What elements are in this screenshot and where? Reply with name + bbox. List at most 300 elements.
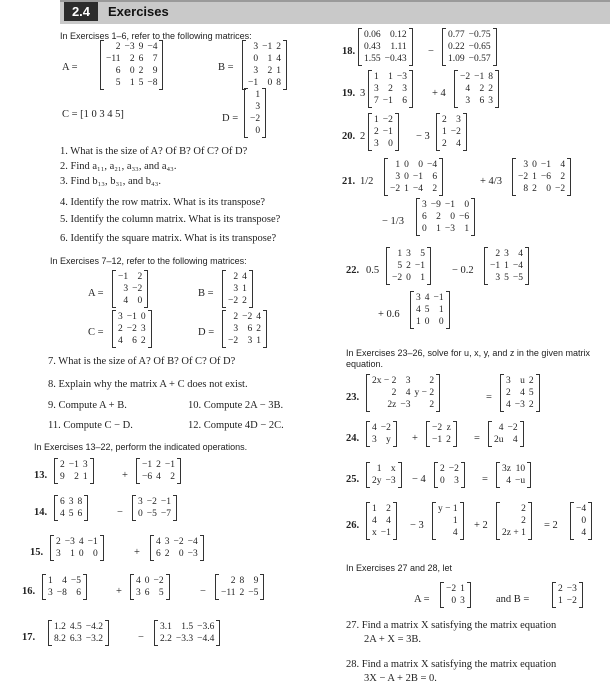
exercise-21-matrix-2: [512, 158, 571, 196]
matrix-entry: 4: [156, 537, 161, 547]
matrix-entry: 1: [416, 317, 421, 327]
matrix-entry: −2: [126, 324, 137, 334]
matrix-2d: [222, 310, 267, 348]
matrix-entry: 4: [518, 249, 523, 259]
matrix-entry: −2: [228, 296, 239, 306]
matrix-entry: 4: [581, 528, 587, 538]
matrix-entry: 0: [422, 224, 427, 234]
matrix-entry: 0: [137, 296, 143, 306]
matrix-entry: 0: [129, 66, 135, 76]
matrix-entry: −4: [512, 261, 523, 271]
matrix-entry: 1.09: [448, 54, 465, 64]
matrix-entry: 0.43: [364, 42, 381, 52]
matrix-entry: −0.43: [384, 54, 407, 64]
exercise-21-scalar-3: − 1/3: [382, 216, 404, 227]
matrix-entry: −1: [164, 460, 175, 470]
matrix-entry: 1: [532, 172, 537, 182]
matrix-entry: 0: [581, 516, 587, 526]
matrix-entry: 2: [230, 576, 236, 586]
matrix-entry: −1: [380, 528, 391, 538]
exercise-23-matrix-1: [366, 374, 440, 412]
matrix-entry: 2: [558, 584, 563, 594]
matrix-entry: 6: [402, 96, 407, 106]
exercise-19-number: 19.: [342, 88, 356, 99]
matrix-entry: 0.06: [364, 30, 381, 40]
matrix-entry: 2: [429, 376, 435, 386]
matrix-entry: −2: [448, 464, 459, 474]
matrix-entry: 4: [498, 423, 504, 433]
matrix-entry: 4: [78, 537, 84, 547]
exercise-24-operator: +: [412, 433, 418, 444]
question-28: 28. Find a matrix X satisfying the matrix equation: [346, 659, 557, 670]
matrix-entry: 0: [138, 509, 143, 519]
matrix-entry: 2: [429, 400, 435, 410]
exercise-17-matrix-2: [154, 620, 220, 646]
matrix-d: [244, 88, 266, 138]
matrix-entry: 4: [256, 312, 261, 322]
matrix-entry: 4: [506, 400, 511, 410]
matrix-entry: 8: [239, 576, 245, 586]
matrix-entry: 0: [255, 126, 261, 136]
matrix-entry: 4: [506, 476, 511, 486]
matrix-entry: 8: [523, 184, 529, 194]
matrix-entry: 5: [420, 249, 425, 259]
question-3: 3. Find b₁₃, b₃₁, and b₄₃.: [60, 176, 162, 187]
matrix-entry: −1: [118, 272, 129, 282]
matrix-entry: 2: [74, 472, 79, 482]
question-7: 7. What is the size of A? Of B? Of C? Of D?: [48, 356, 236, 367]
exercise-23-equals: =: [486, 392, 492, 403]
matrix-entry: −4: [412, 184, 423, 194]
matrix-entry: −1: [262, 42, 273, 52]
matrix-entry: 2: [521, 516, 526, 526]
matrix-entry: 1: [242, 284, 247, 294]
matrix-entry: u: [520, 376, 525, 386]
matrix-entry: 5: [504, 273, 509, 283]
exercise-21-number: 21.: [342, 176, 356, 187]
matrix-entry: y − 2: [414, 388, 435, 398]
matrix-entry: 4: [405, 388, 411, 398]
exercise-22-scalar-2: − 0.2: [452, 265, 474, 276]
matrix-entry: 8: [77, 497, 83, 507]
matrix-entry: 2: [528, 400, 534, 410]
exercise-25-operator: − 4: [412, 474, 426, 485]
exercise-20-number: 20.: [342, 131, 356, 142]
matrix-entry: 9: [60, 472, 65, 482]
matrix-entry: 3: [465, 96, 471, 106]
matrix-entry: 8: [488, 72, 493, 82]
matrix-entry: 1: [558, 596, 563, 606]
matrix-entry: 9: [138, 42, 144, 52]
matrix-entry: −6: [142, 472, 153, 482]
intro-exercises-1-6: In Exercises 1–6, refer to the following matrices:: [60, 31, 252, 41]
matrix-entry: −2: [380, 423, 391, 433]
matrix-entry: −4: [147, 42, 158, 52]
matrix-entry: 1.5: [181, 622, 194, 632]
matrix-entry: 2.2: [160, 634, 172, 644]
matrix-entry: 2: [532, 184, 537, 194]
matrix-entry: 0: [418, 160, 423, 170]
matrix-entry: 1: [82, 472, 88, 482]
matrix-entry: 2: [138, 66, 144, 76]
matrix-entry: 0: [424, 317, 430, 327]
matrix-entry: 4: [62, 576, 67, 586]
matrix-entry: −11: [221, 588, 236, 598]
exercise-19-scalar: 3: [360, 88, 366, 99]
question-6: 6. Identify the square matrix. What is its transpose?: [60, 233, 277, 244]
matrix-entry: 4: [118, 336, 123, 346]
matrix-entry: 2z: [387, 400, 397, 410]
matrix-entry: −3: [124, 42, 135, 52]
matrix-entry: 0.12: [389, 30, 407, 40]
matrix-entry: −1: [474, 72, 485, 82]
matrix-entry: 5: [424, 305, 430, 315]
matrix-entry: −0.75: [468, 30, 491, 40]
matrix-entry: 4: [242, 272, 247, 282]
matrix-entry: 2: [137, 272, 143, 282]
matrix-entry: 0: [438, 317, 444, 327]
matrix-entry: −1: [540, 160, 551, 170]
exercise-19-operator: + 4: [432, 88, 446, 99]
matrix-entry: 3z: [502, 464, 511, 474]
matrix-entry: 2: [233, 312, 239, 322]
matrix-entry: 2y: [372, 476, 382, 486]
exercise-26-matrix-3: [496, 502, 532, 540]
label-matrix-b: B =: [218, 62, 234, 73]
matrix-entry: 1: [464, 224, 470, 234]
matrix-entry: 4: [123, 296, 129, 306]
matrix-entry: 3: [460, 596, 465, 606]
matrix-entry: 0: [404, 172, 409, 182]
matrix-entry: 3: [140, 324, 146, 334]
matrix-entry: 3: [247, 336, 253, 346]
matrix-entry: 1: [374, 72, 379, 82]
matrix-entry: 3: [233, 284, 239, 294]
matrix-entry: 1: [395, 160, 401, 170]
matrix-entry: 2: [406, 261, 411, 271]
matrix-entry: 5: [138, 78, 144, 88]
exercise-13-operator: +: [122, 470, 128, 481]
matrix-entry: 1: [460, 584, 465, 594]
exercise-14-matrix-1: [54, 495, 88, 521]
matrix-entry: −5: [70, 576, 81, 586]
exercise-24-matrix-2: [426, 421, 457, 447]
matrix-entry: 2: [276, 42, 281, 52]
matrix-entry: 1: [376, 464, 382, 474]
matrix-entry: 4: [452, 528, 458, 538]
matrix-entry: 1: [420, 273, 425, 283]
matrix-entry: −2: [242, 312, 253, 322]
matrix-entry: 2: [440, 464, 445, 474]
exercise-20-matrix-2: [436, 113, 467, 151]
exercise-24-matrix-3: [488, 421, 524, 447]
matrix-entry: −7: [160, 509, 171, 519]
matrix-entry: 2: [60, 460, 65, 470]
matrix-entry: −3: [400, 400, 411, 410]
matrix-entry: 3: [253, 42, 259, 52]
matrix-entry: 2: [129, 54, 135, 64]
matrix-entry: −4.2: [85, 622, 103, 632]
matrix-entry: 2: [118, 324, 123, 334]
matrix-entry: 6: [144, 588, 150, 598]
matrix-entry: −1: [160, 497, 171, 507]
label-matrix-c: C = [1 0 3 4 5]: [62, 109, 124, 120]
matrix-entry: −2: [566, 596, 577, 606]
matrix-entry: −6: [458, 212, 470, 222]
exercise-22-matrix-2: [484, 247, 529, 285]
exercise-26-matrix-2: [432, 502, 464, 540]
matrix-entry: 3: [255, 102, 261, 112]
matrix-entry: −3.6: [197, 622, 215, 632]
matrix-entry: 2: [479, 84, 485, 94]
matrix-entry: 5: [68, 509, 74, 519]
matrix-entry: 0: [92, 549, 98, 559]
exercise-25-number: 25.: [346, 474, 360, 485]
matrix-entry: 2: [388, 84, 393, 94]
matrix-entry: 2: [256, 324, 261, 334]
question-28-equation: 3X − A + 2B = 0.: [364, 673, 437, 684]
matrix-entry: 4.5: [69, 622, 82, 632]
label-matrix-a: A =: [62, 62, 78, 73]
matrix-entry: 1: [388, 72, 393, 82]
matrix-entry: 9: [253, 576, 259, 586]
matrix-entry: 0: [253, 54, 259, 64]
matrix-entry: 1: [129, 78, 135, 88]
exercise-14-matrix-2: [132, 495, 177, 521]
exercise-13-number: 13.: [34, 470, 48, 481]
matrix-b: [242, 40, 287, 90]
matrix-entry: 4: [424, 293, 430, 303]
question-27: 27. Find a matrix X satisfying the matrix equation: [346, 620, 557, 631]
matrix-entry: 4: [560, 160, 566, 170]
exercise-21-scalar-2: + 4/3: [480, 176, 502, 187]
matrix-2c: [112, 310, 152, 348]
matrix-entry: −2: [392, 273, 403, 283]
matrix-entry: −1: [248, 78, 259, 88]
matrix-entry: 7: [374, 96, 379, 106]
exercise-15-matrix-1: [50, 535, 104, 561]
exercise-16-matrix-2: [130, 574, 170, 600]
label-and-b: and B =: [496, 594, 530, 605]
exercise-25-matrix-2: [434, 462, 465, 488]
matrix-entry: 2: [391, 388, 397, 398]
exercise-13-matrix-1: [54, 458, 94, 484]
matrix-entry: 1: [372, 504, 377, 514]
question-10: 10. Compute 2A − 3B.: [188, 400, 284, 411]
matrix-entry: −6: [540, 172, 551, 182]
exercise-26-operator-2: + 2: [474, 520, 488, 531]
matrix-entry: 5: [528, 388, 534, 398]
exercise-14-operator: −: [117, 507, 123, 518]
exercise-18-number: 18.: [342, 46, 356, 57]
label-matrix-2c: C =: [88, 327, 104, 338]
matrix-entry: 5: [115, 78, 121, 88]
matrix-entry: −2: [507, 423, 518, 433]
matrix-entry: 4: [136, 576, 141, 586]
matrix-entry: −2: [250, 114, 261, 124]
matrix-entry: −2: [450, 127, 461, 137]
exercise-26-matrix-4: [570, 502, 592, 540]
matrix-entry: −2: [446, 584, 457, 594]
matrix-entry: −3: [514, 400, 525, 410]
matrix-entry: 1: [504, 261, 509, 271]
exercise-16-operator-1: +: [116, 586, 122, 597]
matrix-entry: 3: [454, 476, 459, 486]
matrix-entry: 2z + 1: [502, 528, 526, 538]
matrix-entry: 1.2: [54, 622, 66, 632]
matrix-entry: −2: [146, 497, 157, 507]
matrix-entry: 0: [450, 212, 455, 222]
matrix-entry: z: [446, 423, 451, 433]
matrix-entry: 6: [422, 212, 427, 222]
matrix-entry: −2: [173, 537, 184, 547]
exercise-26-operator: − 3: [410, 520, 424, 531]
matrix-entry: 4: [156, 472, 161, 482]
matrix-entry: 0.22: [448, 42, 465, 52]
matrix-entry: −1: [126, 312, 137, 322]
exercise-20-operator: − 3: [416, 131, 430, 142]
matrix-entry: 3: [164, 537, 170, 547]
matrix-entry: 3: [82, 460, 88, 470]
matrix-entry: −5: [248, 588, 259, 598]
exercise-14-number: 14.: [34, 507, 48, 518]
matrix-entry: 3: [416, 293, 421, 303]
matrix-entry: 9: [152, 66, 158, 76]
matrix-entry: 3: [406, 249, 411, 259]
matrix-entry: 0: [546, 184, 551, 194]
section-title: Exercises: [108, 4, 169, 19]
matrix-entry: 0: [178, 549, 184, 559]
matrix-entry: 0: [451, 596, 457, 606]
matrix-entry: 3: [504, 249, 509, 259]
matrix-entry: 3: [374, 139, 379, 149]
matrix-entry: 1.55: [364, 54, 381, 64]
matrix-entry: x: [372, 528, 377, 538]
matrix-entry: −1: [87, 537, 98, 547]
matrix-entry: 6: [432, 172, 438, 182]
matrix-entry: 2u: [494, 435, 504, 445]
matrix-entry: 3: [506, 376, 511, 386]
exercise-16-matrix-1: [42, 574, 87, 600]
exercise-17-matrix-1: [48, 620, 109, 646]
question-1: 1. What is the size of A? Of B? Of C? Of D?: [60, 146, 248, 157]
matrix-entry: 4: [372, 423, 377, 433]
matrix-a: [100, 40, 163, 90]
matrix-entry: 1: [442, 127, 447, 137]
matrix-entry: 2: [495, 249, 501, 259]
exercise-23-number: 23.: [346, 392, 360, 403]
matrix-entry: 1: [255, 90, 261, 100]
matrix-entry: 2: [446, 435, 451, 445]
exercise-22-scalar-3: + 0.6: [378, 309, 400, 320]
exercise-15-matrix-2: [150, 535, 204, 561]
exercise-24-matrix-1: [366, 421, 397, 447]
matrix-entry: 6: [60, 497, 65, 507]
matrix-entry: 6: [115, 66, 121, 76]
intro-exercises-23-26: In Exercises 23–26, solve for u, x, y, and z in the given matrix equation.: [346, 348, 590, 369]
question-4: 4. Identify the row matrix. What is its transpose?: [60, 197, 266, 208]
exercise-22-number: 22.: [346, 265, 360, 276]
matrix-entry: 0.77: [448, 30, 465, 40]
exercise-19-matrix-1: [368, 70, 413, 108]
matrix-entry: 1: [397, 249, 403, 259]
matrix-entry: 1: [48, 576, 53, 586]
matrix-entry: 2: [233, 272, 239, 282]
question-9: 9. Compute A + B.: [48, 400, 127, 411]
matrix-entry: 2: [239, 588, 245, 598]
intro-exercises-13-22: In Exercises 13–22, perform the indicated operations.: [34, 442, 248, 452]
intro-exercises-7-12: In Exercises 7–12, refer to the following matrices:: [50, 256, 247, 266]
matrix-entry: 3: [374, 84, 379, 94]
exercise-15-number: 15.: [30, 547, 44, 558]
matrix-entry: 10: [515, 464, 526, 474]
matrix-entry: 8.2: [54, 634, 66, 644]
exercise-16-operator-2: −: [200, 586, 206, 597]
matrix-entry: 0: [464, 200, 470, 210]
exercise-24-number: 24.: [346, 433, 360, 444]
matrix-entry: −1: [414, 261, 425, 271]
exercise-22-matrix-1: [386, 247, 431, 285]
matrix-entry: 3: [136, 588, 141, 598]
label-matrix-2d: D =: [198, 327, 215, 338]
matrix-entry: 2: [140, 336, 146, 346]
matrix-entry: −3: [444, 224, 455, 234]
exercise-13-matrix-2: [136, 458, 181, 484]
exercise-17-number: 17.: [22, 632, 36, 643]
matrix-entry: −3: [385, 476, 396, 486]
matrix-entry: −1: [444, 200, 455, 210]
matrix-entry: 3: [138, 497, 143, 507]
section-number: 2.4: [64, 2, 98, 21]
matrix-entry: −11: [106, 54, 121, 64]
matrix-entry: 2: [560, 172, 566, 182]
matrix-entry: 3: [48, 588, 53, 598]
matrix-entry: −1: [432, 435, 443, 445]
matrix-entry: 2: [528, 376, 534, 386]
exercise-16-matrix-3: [215, 574, 264, 600]
exercise-24-equals: =: [474, 433, 480, 444]
matrix-entry: −0.65: [468, 42, 491, 52]
matrix-entry: −2: [390, 184, 401, 194]
matrix-entry: 0: [78, 549, 84, 559]
exercise-21-matrix-3: [416, 198, 475, 236]
exercise-19-matrix-2: [454, 70, 499, 108]
matrix-entry: 1: [276, 66, 281, 76]
matrix-entry: 6: [156, 549, 161, 559]
matrix-entry: 1: [267, 54, 273, 64]
exercise-22-matrix-3: [410, 291, 450, 329]
matrix-entry: 2: [170, 472, 175, 482]
matrix-entry: 1: [374, 115, 379, 125]
matrix-entry: 1: [256, 336, 261, 346]
matrix-entry: 2: [442, 139, 447, 149]
matrix-entry: 4: [456, 139, 461, 149]
matrix-entry: −3: [566, 584, 577, 594]
matrix-entry: x: [390, 464, 396, 474]
matrix-entry: 1: [436, 224, 441, 234]
matrix-entry: −1: [490, 261, 501, 271]
matrix-entry: 3: [405, 376, 411, 386]
exercise-18-matrix-2: [442, 28, 497, 66]
matrix-entry: 3: [456, 115, 461, 125]
matrix-entry: 2: [432, 184, 438, 194]
matrix-entry: −1: [68, 460, 79, 470]
matrix-entry: −5: [146, 509, 157, 519]
matrix-entry: 3: [233, 324, 239, 334]
matrix-entry: 0: [532, 160, 537, 170]
matrix-entry: 6: [76, 588, 81, 598]
matrix-entry: 1: [70, 549, 75, 559]
